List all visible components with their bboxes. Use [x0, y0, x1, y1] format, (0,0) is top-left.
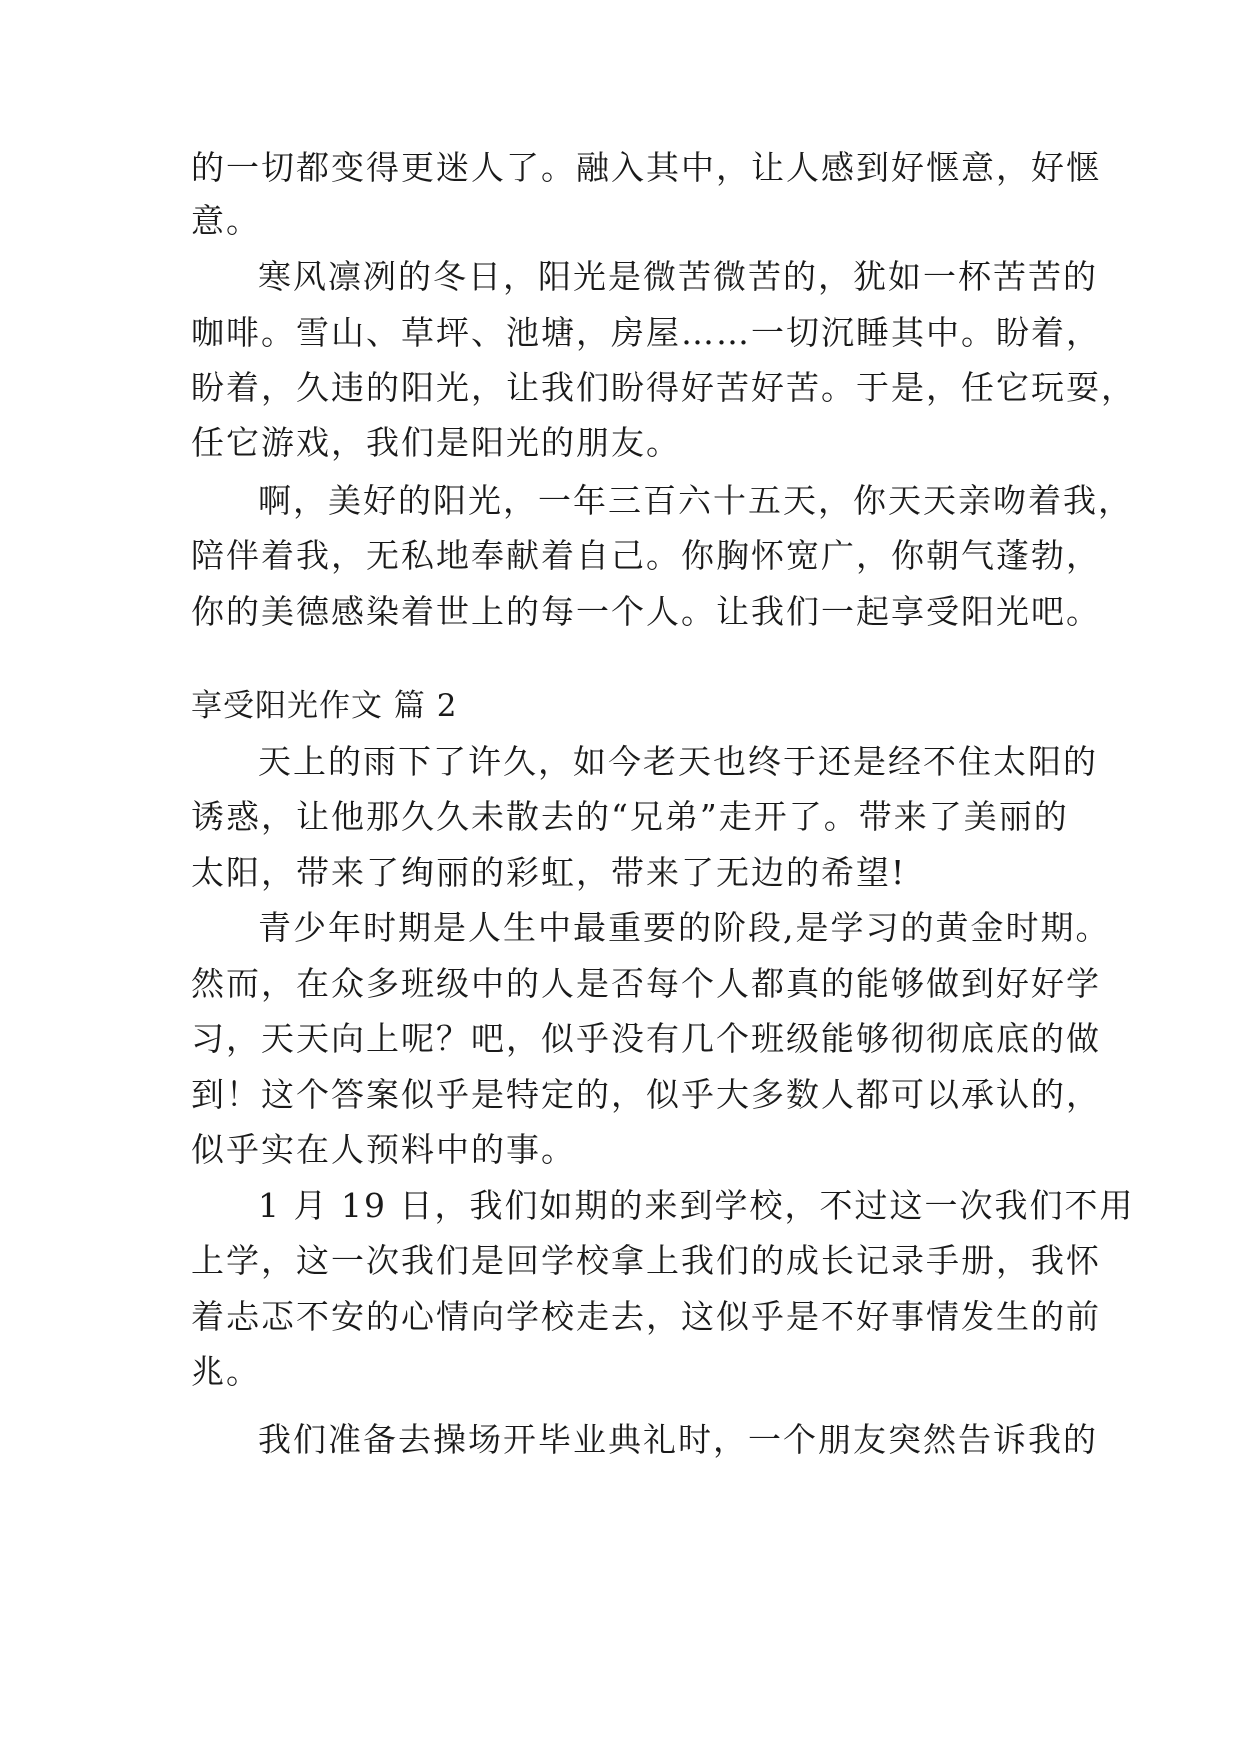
text-line: 你的美德感染着世上的每一个人。让我们一起享受阳光吧。 — [191, 592, 1101, 631]
text-line: 似乎实在人预料中的事。 — [191, 1130, 576, 1169]
text-line: 太阳，带来了绚丽的彩虹，带来了无边的希望! — [191, 853, 907, 892]
text-line: 1 月 19 日，我们如期的来到学校，不过这一次我们不用 — [258, 1186, 1135, 1225]
text-line: 的一切都变得更迷人了。融入其中，让人感到好惬意，好惬 — [191, 148, 1101, 187]
text-line: 然而，在众多班级中的人是否每个人都真的能够做到好好学 — [191, 964, 1101, 1003]
text-line: 习，天天向上呢？吧，似乎没有几个班级能够彻彻底底的做 — [191, 1019, 1101, 1058]
text-line: 寒风凛冽的冬日，阳光是微苦微苦的，犹如一杯苦苦的 — [258, 257, 1098, 296]
text-line: 诱惑，让他那久久未散去的“兄弟”走开了。带来了美丽的 — [191, 797, 1069, 836]
text-line: 到！这个答案似乎是特定的，似乎大多数人都可以承认的， — [191, 1075, 1101, 1114]
text-line: 兆。 — [191, 1352, 261, 1391]
text-line: 任它游戏，我们是阳光的朋友。 — [191, 423, 681, 462]
text-line: 青少年时期是人生中最重要的阶段,是学习的黄金时期。 — [258, 908, 1111, 947]
text-line: 盼着，久违的阳光，让我们盼得好苦好苦。于是，任它玩耍， — [191, 368, 1136, 407]
text-line: 陪伴着我，无私地奉献着自己。你胸怀宽广，你朝气蓬勃， — [191, 536, 1101, 575]
text-line: 天上的雨下了许久，如今老天也终于还是经不住太阳的 — [258, 742, 1098, 781]
text-line: 意。 — [191, 201, 261, 240]
text-line: 我们准备去操场开毕业典礼时，一个朋友突然告诉我的 — [258, 1420, 1098, 1459]
text-line: 咖啡。雪山、草坪、池塘，房屋……一切沉睡其中。盼着， — [191, 313, 1101, 352]
section-heading: 享受阳光作文 篇 2 — [191, 688, 458, 724]
text-line: 上学，这一次我们是回学校拿上我们的成长记录手册，我怀 — [191, 1241, 1101, 1280]
text-line: 啊，美好的阳光，一年三百六十五天，你天天亲吻着我， — [258, 481, 1133, 520]
text-line: 着忐忑不安的心情向学校走去，这似乎是不好事情发生的前 — [191, 1297, 1101, 1336]
